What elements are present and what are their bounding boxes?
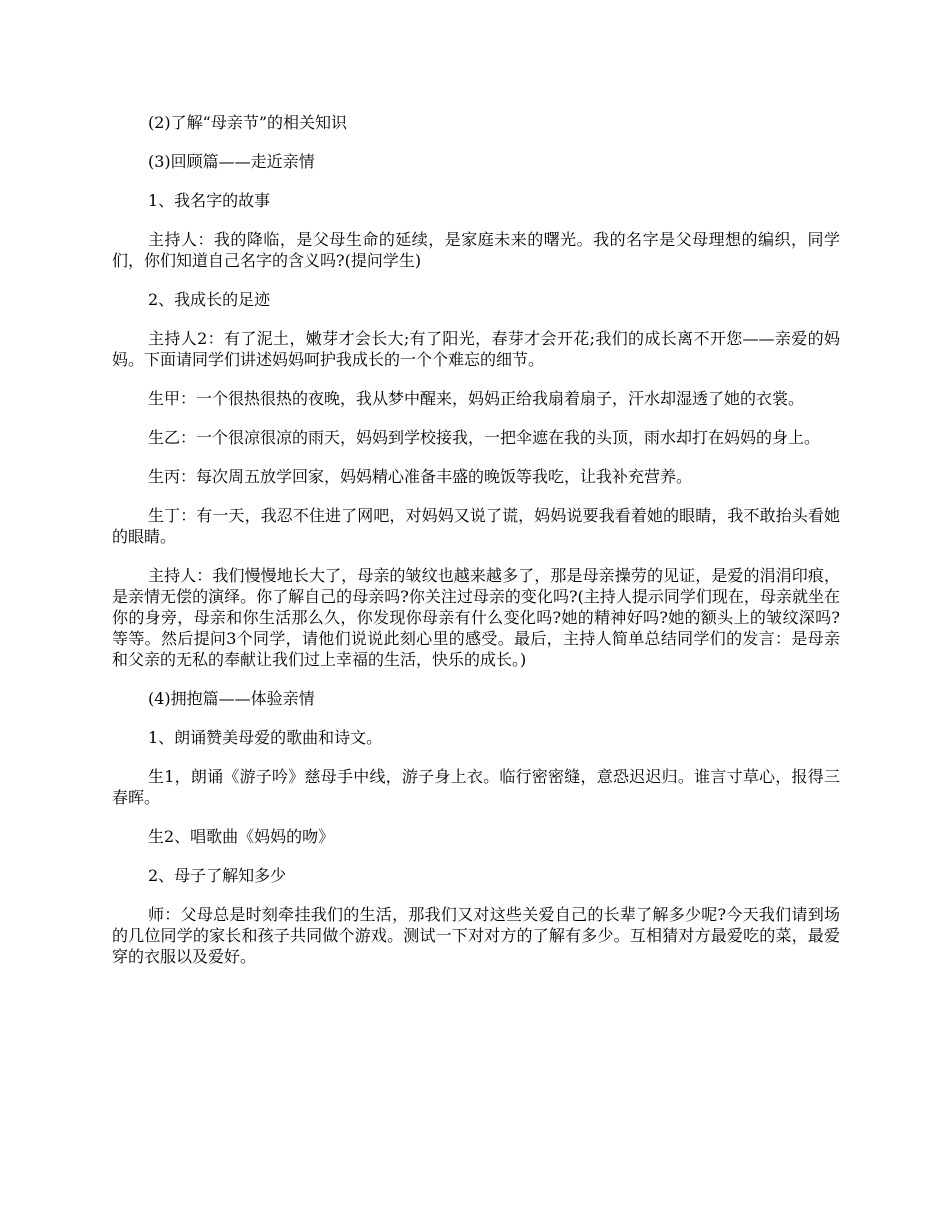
paragraph: 生丁：有一天，我忍不住进了网吧，对妈妈又说了谎，妈妈说要我看着她的眼睛，我不敢抬头看她的眼睛。 xyxy=(112,506,840,546)
subsection-heading: 2、母子了解知多少 xyxy=(148,866,287,885)
paragraph: 生2、唱歌曲《妈妈的吻》 xyxy=(148,827,335,846)
paragraph: 生甲：一个很热很热的夜晚，我从梦中醒来，妈妈正给我扇着扇子，汗水却湿透了她的衣裳。 xyxy=(148,389,805,408)
subsection-heading: 2、我成长的足迹 xyxy=(148,290,271,309)
subsection-heading: 1、朗诵赞美母爱的歌曲和诗文。 xyxy=(148,728,383,747)
paragraph: 师：父母总是时刻牵挂我们的生活，那我们又对这些关爱自己的长辈了解多少呢?今天我们请到场的几位同学的家长和孩子共同做个游戏。测试一下对对方的了解有多少。互相猜对方最爱吃的菜，最爱穿的衣服以及爱好。 xyxy=(112,905,840,966)
document-body xyxy=(112,112,840,985)
section-heading: (3)回顾篇——走近亲情 xyxy=(148,152,315,171)
paragraph: 生乙：一个很凉很凉的雨天，妈妈到学校接我，一把伞遮在我的头顶，雨水却打在妈妈的身上。 xyxy=(148,428,821,447)
paragraph: 生1，朗诵《游子吟》慈母手中线，游子身上衣。临行密密缝，意恐迟迟归。谁言寸草心，报得三春晖。 xyxy=(112,767,840,807)
paragraph: 主持人：我的降临，是父母生命的延续，是家庭未来的曙光。我的名字是父母理想的编织，同学们，你们知道自己名字的含义吗?(提问学生) xyxy=(112,230,840,270)
section-heading: (4)拥抱篇——体验亲情 xyxy=(148,689,315,708)
paragraph: 主持人2：有了泥土，嫩芽才会长大;有了阳光，春芽才会开花;我们的成长离不开您——亲爱的妈妈。下面请同学们讲述妈妈呵护我成长的一个个难忘的细节。 xyxy=(112,329,840,369)
paragraph: 生丙：每次周五放学回家，妈妈精心准备丰盛的晚饭等我吃，让我补充营养。 xyxy=(148,467,693,486)
paragraph: 主持人：我们慢慢地长大了，母亲的皱纹也越来越多了，那是母亲操劳的见证，是爱的涓涓印痕，是亲情无偿的演绎。你了解自己的母亲吗?你关注过母亲的变化吗?(主持人提示同学们现在，母亲就坐在你的身旁，母亲和你生活那么久，你发现你母亲有什么变化吗?她的精神好吗?她的额头上的皱纹深吗?等等。然后提问3个同学，请他们说说此刻心里的感受。最后，主持人简单总结同学们的发言：是母亲和父亲的无私的奉献让我们过上幸福的生活，快乐的成长。) xyxy=(112,566,840,669)
paragraph: (2)了解“母亲节”的相关知识 xyxy=(148,113,348,132)
subsection-heading: 1、我名字的故事 xyxy=(148,191,271,210)
